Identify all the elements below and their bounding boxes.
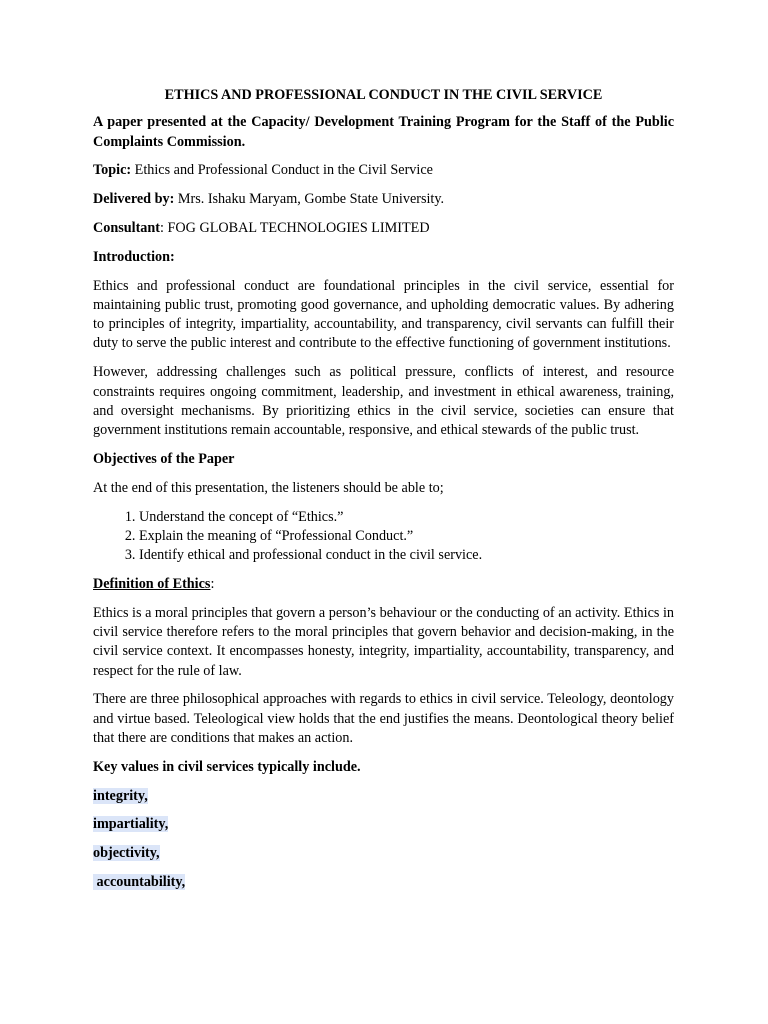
consultant-line [93, 219, 674, 238]
introduction-paragraph-1: Ethics and professional conduct are foundational principles in the civil service, essential for maintaining public trust, promoting good governance, and upholding democratic values. By adhering to principles of integrity, impartiality, accountability, and transparency, civil servants can fulfill their duty to serve the public interest and contribute to the effective functioning of government institutions. [93, 277, 674, 352]
delivered-label: Delivered by: [93, 191, 175, 208]
list-item: 2. Explain the meaning of “Professional Conduct.” [139, 527, 674, 546]
topic-value: Ethics and Professional Conduct in the Civil Service [131, 162, 433, 179]
key-value-impartiality: impartiality, [93, 816, 169, 833]
objectives-list [93, 508, 674, 566]
list-item: 1. Understand the concept of “Ethics.” [139, 508, 674, 527]
key-value-line [93, 787, 674, 806]
definition-colon: : [210, 575, 215, 592]
consultant-value: : FOG GLOBAL TECHNOLOGIES LIMITED [160, 219, 430, 236]
key-value-line [93, 873, 674, 892]
topic-line [93, 161, 674, 180]
introduction-heading: Introduction: [93, 248, 175, 265]
topic-label: Topic: [93, 162, 132, 179]
consultant-label: Consultant [93, 219, 161, 236]
definition-paragraph-2: There are three philosophical approaches with regards to ethics in civil service. Teleology, deontology and virtue based. Teleological view holds that the end justifies the means. Deontological theory belief that there are conditions that makes an action. [93, 691, 674, 747]
objectives-intro: At the end of this presentation, the listeners should be able to; [93, 479, 444, 496]
document-title: ETHICS AND PROFESSIONAL CONDUCT IN THE CIVIL SERVICE [164, 87, 603, 103]
definition-heading: Definition of Ethics [93, 575, 211, 592]
definition-heading-line [93, 575, 674, 594]
list-item: 3. Identify ethical and professional conduct in the civil service. [139, 546, 674, 565]
key-value-line [93, 844, 674, 863]
key-values-heading: Key values in civil services typically include. [93, 758, 361, 775]
document-subtitle: A paper presented at the Capacity/ Development Training Program for the Staff of the Public Complaints Commission. [93, 114, 674, 150]
introduction-paragraph-2: However, addressing challenges such as political pressure, conflicts of interest, and resource constraints requires ongoing commitment, leadership, and investment in ethical awareness, training, and oversight mechanisms. By prioritizing ethics in the civil service, societies can ensure that government institutions remain accountable, responsive, and ethical stewards of the public trust. [93, 364, 674, 439]
objectives-heading: Objectives of the Paper [93, 450, 235, 467]
delivered-line [93, 190, 674, 209]
delivered-value: Mrs. Ishaku Maryam, Gombe State University. [174, 191, 445, 208]
key-value-line [93, 815, 674, 834]
key-value-integrity: integrity, [93, 787, 148, 804]
key-value-objectivity: objectivity, [93, 845, 160, 862]
definition-paragraph-1: Ethics is a moral principles that govern a person’s behaviour or the conducting of an activity. Ethics in civil service therefore refers to the moral principles that govern behavior and decision-making, in the civil service context. It encompasses honesty, integrity, impartiality, accountability, transparency, and respect for the rule of law. [93, 604, 674, 679]
key-value-accountability: accountability, [93, 874, 186, 890]
